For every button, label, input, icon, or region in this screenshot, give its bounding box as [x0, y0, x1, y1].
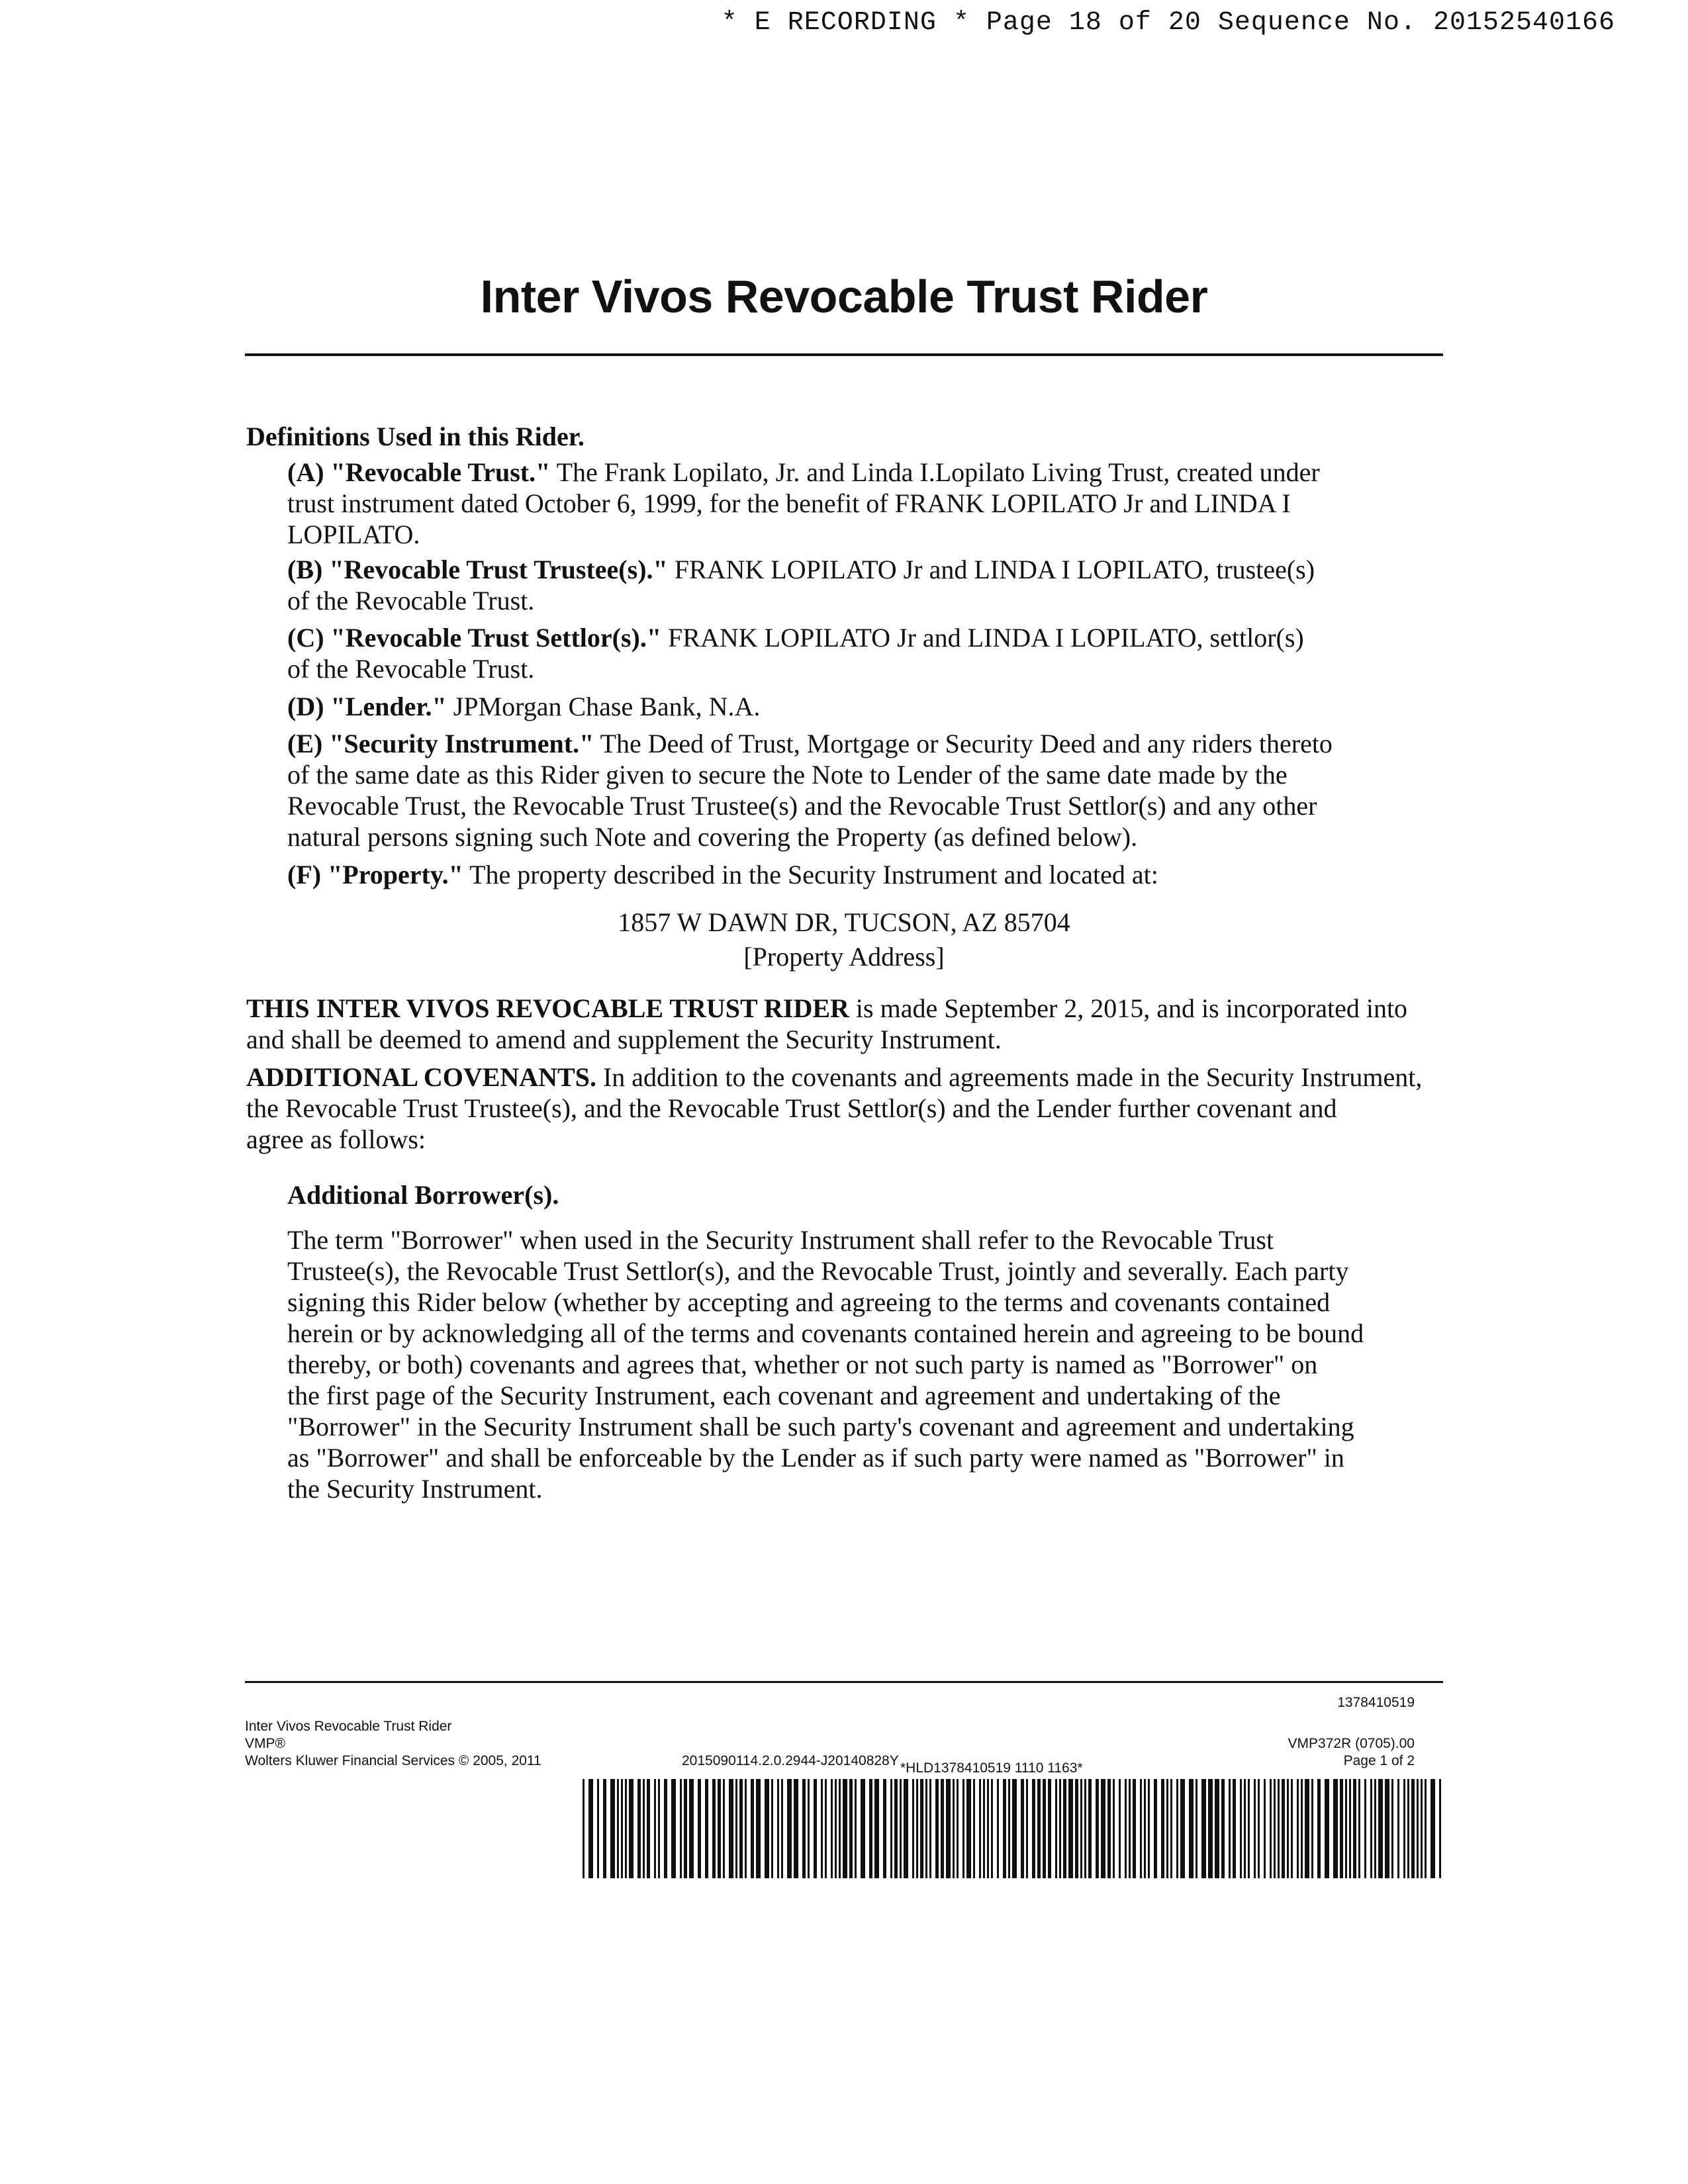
- barcode-bar: [756, 1779, 761, 1878]
- barcode-bar: [723, 1779, 725, 1878]
- barcode-bar: [831, 1779, 833, 1878]
- barcode-bar: [781, 1779, 783, 1878]
- barcode-bar: [997, 1779, 999, 1878]
- definition-e: [287, 728, 1439, 852]
- barcode-bar: [671, 1779, 676, 1878]
- barcode-bar: [1084, 1779, 1086, 1878]
- definition-b: [287, 554, 1439, 616]
- barcode-bar: [705, 1779, 708, 1878]
- definition-term: "Revocable Trust.": [330, 457, 551, 487]
- barcode-bar: [739, 1779, 743, 1878]
- barcode-bar: [890, 1779, 892, 1878]
- barcode-bar: [597, 1779, 599, 1878]
- borrowers-line: signing this Rider below (whether by accepting and agreeing to the terms and covenants contained: [287, 1287, 1331, 1317]
- barcode-bar: [718, 1779, 721, 1878]
- barcode-bar: [603, 1779, 606, 1878]
- barcode-bar: [1075, 1779, 1078, 1878]
- barcode-bar: [874, 1779, 879, 1878]
- barcode-bar: [1215, 1779, 1219, 1878]
- barcode-bar: [689, 1779, 694, 1878]
- definition-a: [287, 457, 1439, 550]
- definition-text: JPMorgan Chase Bank, N.A.: [453, 692, 761, 721]
- barcode-bar: [1421, 1779, 1423, 1878]
- covenants-text: In addition to the covenants and agreements made in the Security Instrument,: [602, 1062, 1423, 1092]
- barcode-bar: [920, 1779, 923, 1878]
- barcode-bar: [1244, 1779, 1246, 1878]
- definition-text: of the Revocable Trust.: [287, 654, 535, 684]
- definition-term: "Property.": [328, 860, 463, 889]
- barcode-bar: [794, 1779, 798, 1878]
- footer-doc-code: 2015090114.2.0.2944-J20140828Y: [682, 1753, 899, 1768]
- rider-intro-heading: THIS INTER VIVOS REVOCABLE TRUST RIDER: [246, 993, 849, 1023]
- barcode-bar: [855, 1779, 857, 1878]
- barcode-bar: [1148, 1779, 1150, 1878]
- barcode-bar: [966, 1779, 971, 1878]
- definition-letter: (F): [287, 860, 322, 889]
- barcode-bar: [1258, 1779, 1260, 1878]
- borrowers-line: as "Borrower" and shall be enforceable by the Lender as if such party were named as "Borrower" in: [287, 1443, 1344, 1473]
- barcode-bar: [839, 1779, 841, 1878]
- barcode-bar: [1133, 1779, 1136, 1878]
- barcode-bar: [843, 1779, 847, 1878]
- definition-term: "Revocable Trust Settlor(s).": [330, 623, 662, 653]
- definition-text: The Deed of Trust, Mortgage or Security Deed and any riders thereto: [600, 729, 1333, 758]
- definition-term: "Lender.": [330, 692, 447, 721]
- barcode-bar: [1353, 1779, 1356, 1878]
- definition-text: trust instrument dated October 6, 1999, for the benefit of FRANK LOPILATO Jr and LINDA I: [287, 488, 1291, 518]
- barcode-bar: [698, 1779, 701, 1878]
- barcode-bar: [1385, 1779, 1389, 1878]
- barcode-bar: [1063, 1779, 1066, 1878]
- barcode-bar: [962, 1779, 964, 1878]
- barcode-bar: [1003, 1779, 1006, 1878]
- barcode-bar: [1358, 1779, 1360, 1878]
- definition-letter: (C): [287, 623, 324, 653]
- barcode-bar: [1059, 1779, 1061, 1878]
- barcode-bar: [637, 1779, 641, 1878]
- barcode-bar: [1278, 1779, 1280, 1878]
- title-divider: [245, 353, 1443, 356]
- barcode-bar: [929, 1779, 931, 1878]
- barcode-bar: [1088, 1779, 1092, 1878]
- barcode-bar: [777, 1779, 779, 1878]
- barcode-bar: [900, 1779, 902, 1878]
- barcode-bar: [941, 1779, 944, 1878]
- definition-d: [287, 691, 1439, 722]
- barcode-bar: [1264, 1779, 1266, 1878]
- barcode-bar: [1439, 1779, 1441, 1878]
- barcode-bar: [1166, 1779, 1168, 1878]
- barcode-bar: [771, 1779, 773, 1878]
- covenants-text: the Revocable Trust Trustee(s), and the Revocable Trust Settlor(s) and the Lender further covenant and: [246, 1093, 1337, 1123]
- barcode-bar: [1407, 1779, 1409, 1878]
- barcode-bar: [821, 1779, 823, 1878]
- barcode-bar: [1201, 1779, 1206, 1878]
- barcode-bar: [1048, 1779, 1051, 1878]
- barcode-bar: [1055, 1779, 1057, 1878]
- covenants-heading: ADDITIONAL COVENANTS.: [246, 1062, 596, 1092]
- barcode-bar: [904, 1779, 908, 1878]
- barcode-bar: [953, 1779, 955, 1878]
- barcode-bar: [883, 1779, 886, 1878]
- barcode-bar: [1305, 1779, 1309, 1878]
- barcode-bar: [1411, 1779, 1415, 1878]
- barcode-bar: [1397, 1779, 1399, 1878]
- barcode-bar: [1370, 1779, 1372, 1878]
- barcode-bar: [1096, 1779, 1099, 1878]
- barcode-bar: [1333, 1779, 1338, 1878]
- rider-intro-paragraph: [246, 993, 1438, 1055]
- barcode-bar: [835, 1779, 837, 1878]
- barcode-bar: [583, 1779, 585, 1878]
- barcode-bar: [1378, 1779, 1383, 1878]
- footer-form-name: Inter Vivos Revocable Trust Rider: [245, 1719, 452, 1734]
- barcode-bar: [1274, 1779, 1276, 1878]
- barcode-bar: [647, 1779, 650, 1878]
- covenants-paragraph: [246, 1062, 1438, 1155]
- barcode-bar: [1032, 1779, 1035, 1878]
- borrowers-line: Trustee(s), the Revocable Trust Settlor(s), and the Revocable Trust, jointly and severally. Each party: [287, 1256, 1349, 1286]
- barcode-bar: [1196, 1779, 1197, 1878]
- footer-vmp: VMP®: [245, 1736, 285, 1751]
- barcode-bar: [979, 1779, 981, 1878]
- barcode-bar: [1270, 1779, 1272, 1878]
- barcode-bar: [1417, 1779, 1419, 1878]
- barcode-bar: [658, 1779, 660, 1878]
- barcode-bar: [1364, 1779, 1366, 1878]
- definition-text: natural persons signing such Note and covering the Property (as defined below).: [287, 822, 1138, 852]
- barcode-bar: [1349, 1779, 1351, 1878]
- definition-text: of the same date as this Rider given to secure the Note to Lender of the same date made by the: [287, 760, 1288, 790]
- definition-letter: (D): [287, 692, 324, 721]
- barcode-bar: [825, 1779, 827, 1878]
- borrowers-heading: Additional Borrower(s).: [287, 1180, 559, 1210]
- barcode-bar: [1311, 1779, 1313, 1878]
- footer-form-code: VMP372R (0705).00: [1288, 1736, 1415, 1751]
- barcode-bar: [1248, 1779, 1250, 1878]
- definition-term: "Revocable Trust Trustee(s).": [329, 555, 668, 584]
- borrowers-line: thereby, or both) covenants and agrees that, whether or not such party is named as "Borrower" on: [287, 1349, 1318, 1379]
- barcode-bar: [1297, 1779, 1299, 1878]
- barcode-bar: [1021, 1779, 1024, 1878]
- barcode-text: *HLD1378410519 1110 1163*: [900, 1760, 1083, 1776]
- footer-publisher: Wolters Kluwer Financial Services © 2005, 2011: [245, 1753, 541, 1768]
- barcode-bar: [1240, 1779, 1242, 1878]
- borrowers-line: "Borrower" in the Security Instrument shall be such party's covenant and agreement and undertaking: [287, 1412, 1354, 1441]
- borrowers-line: the first page of the Security Instrument, each covenant and agreement and undertaking of the: [287, 1381, 1281, 1410]
- borrowers-line: the Security Instrument.: [287, 1474, 543, 1504]
- barcode-graphic: [583, 1779, 1443, 1878]
- barcode-bar: [987, 1779, 989, 1878]
- borrowers-line: The term "Borrower" when used in the Security Instrument shall refer to the Revocable Trust: [287, 1225, 1274, 1255]
- barcode-bar: [1425, 1779, 1427, 1878]
- barcode-bar: [814, 1779, 817, 1878]
- barcode-bar: [1161, 1779, 1164, 1878]
- barcode-bar: [849, 1779, 853, 1878]
- barcode-bar: [973, 1779, 975, 1878]
- barcode-bar: [1144, 1779, 1146, 1878]
- barcode-bar: [1026, 1779, 1028, 1878]
- barcode-bar: [765, 1779, 769, 1878]
- barcode-bar: [680, 1779, 682, 1878]
- barcode-bar: [1325, 1779, 1329, 1878]
- barcode-bar: [925, 1779, 927, 1878]
- borrowers-paragraph: [287, 1224, 1439, 1504]
- barcode-bar: [654, 1779, 656, 1878]
- barcode-bar: [1287, 1779, 1289, 1878]
- barcode-bar: [1008, 1779, 1010, 1878]
- barcode-bar: [787, 1779, 792, 1878]
- barcode-bar: [1043, 1779, 1046, 1878]
- barcode-bar: [935, 1779, 939, 1878]
- barcode-bar: [684, 1779, 687, 1878]
- definition-text: FRANK LOPILATO Jr and LINDA I LOPILATO, trustee(s): [674, 555, 1315, 584]
- barcode-bar: [912, 1779, 914, 1878]
- loan-number: 1378410519: [1337, 1695, 1415, 1710]
- barcode-bar: [1317, 1779, 1321, 1878]
- barcode-bar: [621, 1779, 623, 1878]
- footer-divider: [245, 1681, 1443, 1683]
- barcode-bar: [1080, 1779, 1082, 1878]
- barcode-bar: [625, 1779, 627, 1878]
- definition-c: [287, 622, 1439, 684]
- definition-text: LOPILATO.: [287, 520, 420, 549]
- barcode-bar: [1170, 1779, 1172, 1878]
- rider-intro-text: is made September 2, 2015, and is incorporated into: [855, 993, 1408, 1023]
- definition-letter: (E): [287, 729, 323, 758]
- barcode-bar: [1140, 1779, 1142, 1878]
- barcode-bar: [1113, 1779, 1115, 1878]
- definition-text: The Frank Lopilato, Jr. and Linda I.Lopilato Living Trust, created under: [556, 457, 1320, 487]
- definition-text: FRANK LOPILATO Jr and LINDA I LOPILATO, settlor(s): [668, 623, 1304, 653]
- barcode-bar: [1189, 1779, 1194, 1878]
- property-address: 1857 W DAWN DR, TUCSON, AZ 85704: [618, 907, 1070, 937]
- barcode-bar: [1012, 1779, 1017, 1878]
- definition-text: Revocable Trust, the Revocable Trust Trustee(s) and the Revocable Trust Settlor(s) and any other: [287, 791, 1317, 821]
- barcode-bar: [894, 1779, 898, 1878]
- barcode-bar: [610, 1779, 615, 1878]
- barcode-bar: [861, 1779, 865, 1878]
- barcode-bar: [1291, 1779, 1293, 1878]
- covenants-text: agree as follows:: [246, 1124, 426, 1154]
- barcode-bar: [991, 1779, 993, 1878]
- barcode: [583, 1779, 1443, 1878]
- barcode-bar: [957, 1779, 959, 1878]
- definition-term: "Security Instrument.": [329, 729, 594, 758]
- barcode-bar: [1037, 1779, 1041, 1878]
- footer-page-number: Page 1 of 2: [1343, 1753, 1415, 1768]
- barcode-bar: [751, 1779, 754, 1878]
- barcode-bar: [1233, 1779, 1236, 1878]
- barcode-bar: [1107, 1779, 1111, 1878]
- barcode-bar: [664, 1779, 667, 1878]
- definition-f: [287, 859, 1439, 890]
- barcode-bar: [983, 1779, 985, 1878]
- barcode-bar: [1119, 1779, 1121, 1878]
- barcode-bar: [946, 1779, 951, 1878]
- barcode-bar: [1180, 1779, 1185, 1878]
- definition-text: The property described in the Security Instrument and located at:: [469, 860, 1158, 889]
- barcode-bar: [916, 1779, 918, 1878]
- barcode-bar: [1221, 1779, 1225, 1878]
- barcode-bar: [802, 1779, 806, 1878]
- barcode-bar: [1068, 1779, 1073, 1878]
- barcode-bar: [1403, 1779, 1405, 1878]
- barcode-bar: [1129, 1779, 1131, 1878]
- barcode-bar: [629, 1779, 633, 1878]
- barcode-bar: [617, 1779, 619, 1878]
- definition-text: of the Revocable Trust.: [287, 586, 535, 615]
- barcode-bar: [1125, 1779, 1127, 1878]
- barcode-bar: [712, 1779, 716, 1878]
- barcode-bar: [1154, 1779, 1157, 1878]
- recording-header: * E RECORDING * Page 18 of 20 Sequence No. 20152540166: [721, 8, 1615, 38]
- barcode-bar: [588, 1779, 593, 1878]
- barcode-bar: [1301, 1779, 1303, 1878]
- barcode-bar: [1282, 1779, 1285, 1878]
- definition-letter: (B): [287, 555, 323, 584]
- barcode-bar: [808, 1779, 810, 1878]
- definitions-heading: Definitions Used in this Rider.: [246, 422, 585, 451]
- barcode-bar: [745, 1779, 747, 1878]
- document-title: Inter Vivos Revocable Trust Rider: [480, 271, 1208, 322]
- barcode-bar: [1208, 1779, 1213, 1878]
- barcode-bar: [729, 1779, 733, 1878]
- barcode-bar: [1229, 1779, 1231, 1878]
- barcode-bar: [869, 1779, 872, 1878]
- barcode-bar: [1391, 1779, 1393, 1878]
- definition-letter: (A): [287, 457, 324, 487]
- barcode-bar: [1374, 1779, 1376, 1878]
- property-address-label: [Property Address]: [743, 942, 945, 972]
- barcode-bar: [1176, 1779, 1178, 1878]
- borrowers-line: herein or by acknowledging all of the terms and covenants contained herein and agreeing to be bound: [287, 1318, 1364, 1348]
- barcode-bar: [1254, 1779, 1256, 1878]
- barcode-bar: [643, 1779, 645, 1878]
- barcode-bar: [1340, 1779, 1343, 1878]
- rider-intro-text: and shall be deemed to amend and supplement the Security Instrument.: [246, 1024, 1002, 1054]
- barcode-bar: [735, 1779, 737, 1878]
- barcode-bar: [1101, 1779, 1105, 1878]
- barcode-bar: [1345, 1779, 1347, 1878]
- barcode-bar: [1430, 1779, 1435, 1878]
